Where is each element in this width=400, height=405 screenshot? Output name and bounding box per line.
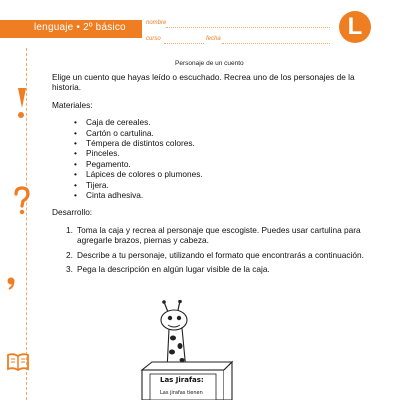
logo-letter: L [347,13,363,40]
giraffe-box-illustration [140,300,260,400]
step-text: Describe a tu personaje, utilizando el formato que encontrarás a continuación. [77,249,364,260]
giraffe-box-title: Las Jirafas: [160,376,204,384]
date-line[interactable] [222,43,330,44]
grade-name: 2º básico [83,22,126,33]
step-text: Pega la descripción en algún lugar visible de la caja. [77,264,270,275]
course-label: curso [146,36,161,42]
step-item [66,264,370,274]
subject-name: lenguaje [34,22,74,33]
step-text: Toma la caja y recrea al personaje que escogiste. Puedes usar cartulina para agregarle brazos, piernas y cabeza. [77,224,361,246]
worksheet-header [0,0,400,48]
list-item: • Pegamento. [76,159,370,169]
comma-icon [6,276,16,290]
list-item: • Cinta adhesiva. [76,190,370,200]
list-item: • Caja de cereales. [76,117,370,127]
name-field[interactable] [146,20,332,34]
step-number: 2. [66,249,73,260]
book-icon [6,352,30,372]
steps-list [52,225,370,275]
list-item: • Tijera. [76,180,370,190]
list-item: • Cartón o cartulina. [76,128,370,138]
name-label: nombre [146,20,167,26]
materials-list [52,117,370,200]
question-mark-icon [12,186,30,216]
development-heading: Desarrollo: [52,207,93,218]
worksheet-body [52,72,370,275]
materials-heading: Materiales: [52,99,93,110]
step-number: 3. [66,264,73,275]
document-title: Personaje de un cuento [175,60,244,67]
step-item [66,225,370,246]
subject-separator: • [76,22,81,33]
course-line[interactable] [164,43,204,44]
exclamation-icon [14,86,32,120]
giraffe-box-line: Las jirafas tienen [160,390,203,396]
list-item: • Témpera de distintos colores. [76,138,370,148]
step-item [66,250,370,260]
giraffe-drawing [140,300,260,400]
intro-text: Elige un cuento que hayas leído o escuchado. Recrea uno de los personajes de la historia. [52,72,355,93]
subject-logo [339,11,371,43]
name-line [166,27,330,28]
course-date-fields [146,36,332,50]
subject-label [34,22,126,33]
step-number: 1. [66,224,73,235]
list-item: • Pinceles. [76,148,370,158]
list-item: • Lápices de colores o plumones. [76,169,370,179]
date-label: fecha [206,36,221,42]
